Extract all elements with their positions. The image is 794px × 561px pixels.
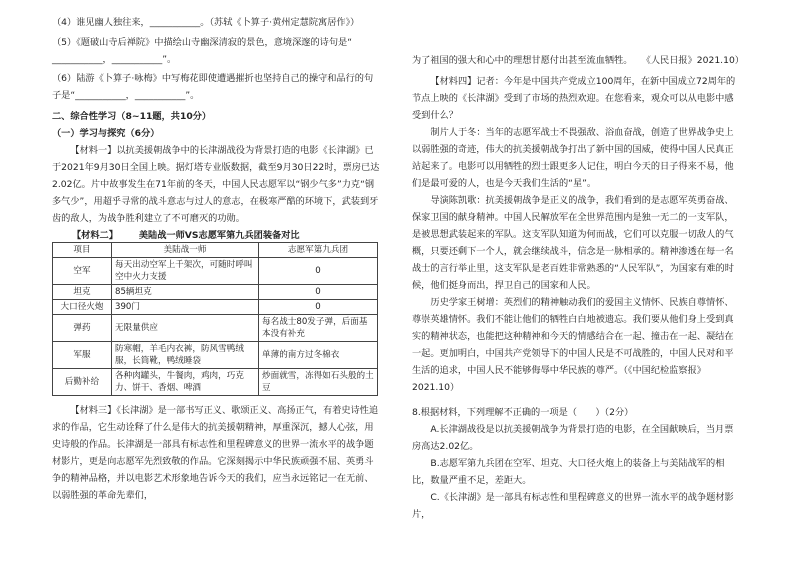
table-cell: 每名战士80发子弹，后面基本没有补充 <box>259 315 378 342</box>
material-3-continued: 为了祖国的强大和心中的理想甘愿付出甚至流血牺牲。 《人民日报》2021.10） <box>412 55 744 66</box>
material-2-caption <box>52 229 382 242</box>
table-header: 志愿军第九兵团 <box>259 243 378 258</box>
question-4: （4）谁见幽人独往来，___________。（苏轼《卜算子·黄州定慧院寓居作》） <box>52 17 360 28</box>
table-row <box>53 342 378 369</box>
option-b: B.志愿军第九兵团在空军、坦克、大口径火炮上的装备上与美陆战军的相比，数量严重不足，差距大。 <box>412 458 725 486</box>
historian-quote: 历史学家王树增：英烈们的精神触动我们的爱国主义情怀、民族自尊情怀、尊崇英雄情怀。我们不能让他们的牺牲白白地被遗忘。我们要从他们身上受到真实的精神状态，也能把这种精神和今天的情感结合在一起、撞击在一起、凝结在一起。更加明白，中国共产党领导下的中国人民是不可战胜的，中国人民对和平生活的追求，中国人民不能够侮辱中华民族的尊严。（《中国纪检监察报》2021.10） <box>412 297 734 393</box>
question-5-line1: （5）《题破山寺后禅院》中描绘山寺幽深清寂的景色，意境深邃的诗句是“ <box>52 37 353 48</box>
subsection-heading-1: （一）学习与探究（6分） <box>52 128 160 139</box>
option-a: A.长津湖战役是以抗美援朝战争为背景打造的电影，在全国献映后，当月票房高达2.02亿。 <box>412 424 734 452</box>
table-cell: 坦克 <box>53 285 112 300</box>
table-cell: 每天出动空军上千架次，可随时呼叫空中火力支援 <box>112 258 259 285</box>
table-row <box>53 258 378 285</box>
left-column <box>52 6 382 504</box>
table-cell: 弹药 <box>53 315 112 342</box>
table-row <box>53 300 378 315</box>
material-3: 【材料三】《长津湖》是一部书写正义、歌颂正义、高扬正气，有着史诗性追求的作品，它生动诠释了什么是伟大的抗美援朝精神，厚重深沉，撼人心弦，用史诗般的作品。长津湖是一部具有标志性和里程碑意义的世界一流水平的战争题材影片，更是向志愿军先烈致敬的作品。它深刻揭示中华民族顽强不屈、英勇斗争的精神品格，并以电影艺术形象地告诉今天的我们，应当永远铭记一在无前、以弱胜强的革命先辈们， <box>52 405 379 501</box>
table-cell: 0 <box>259 258 378 285</box>
question-6: （6）陆游《卜算子·咏梅》中写梅花即使遭遇摧折也坚持自己的操守和品行的句子是“___________，___________”。 <box>52 73 374 101</box>
table-row <box>53 315 378 342</box>
table-cell: 空军 <box>53 258 112 285</box>
producer-quote: 制片人于冬：当年的志愿军战士不畏强敌、浴血奋战，创造了世界战争史上以弱胜强的奇迹，伟大的抗美援朝战争打出了新中国的国威，使得中国人民真正站起来了。电影可以用牺牲的烈士跟更多人记住，明白今天的日子得来不易，他们是最可爱的人，也是今天我们生活的“星”。 <box>412 127 734 189</box>
table-header: 项目 <box>53 243 112 258</box>
table-row <box>53 369 378 396</box>
director-quote: 导演陈凯歌：抗美援朝战争是正义的战争，我们看到的是志愿军英勇奋战、保家卫国的献身精神。中国人民解放军在全世界范围内是独一无二的一支军队，是被思想武装起来的军队。这支军队知道为何而战，它们可以克服一切敌人的气概，只要还剩下一个人，就会继续战斗，信念是一脉相承的。精神渗透在每一名战士的言行举止里，这支军队是老百姓非常熟悉的“人民军队”，为国家有难的时候，他们挺身而出，捍卫自己的国家和人民。 <box>412 195 734 291</box>
question-8: 8.根据材料，下列理解不正确的一项是（ ）（2分） <box>412 407 634 418</box>
table-row <box>53 285 378 300</box>
table-header: 美陆战一师 <box>112 243 259 258</box>
table-cell: 0 <box>259 300 378 315</box>
material-4: 【材料四】记者：今年是中国共产党成立100周年，在新中国成立72周年的节点上映的《长津湖》受到了市场的热烈欢迎。在您看来，观众可以从电影中感受到什么？ <box>412 76 736 121</box>
table-cell: 85辆坦克 <box>112 285 259 300</box>
table-cell: 无限量供应 <box>112 315 259 342</box>
table-cell: 0 <box>259 285 378 300</box>
table-cell: 各种肉罐头，牛餐肉，鸡肉，巧克力、饼干、香烟、啤酒 <box>112 369 259 396</box>
table-cell: 后勤补给 <box>53 369 112 396</box>
right-column <box>412 6 742 523</box>
table-header-row <box>53 243 378 258</box>
material-1: 【材料一】以抗美援朝战争中的长津湖战役为背景打造的电影《长津湖》已于2021年9月30日全国上映。据灯塔专业版数据，截至9月30日22时，票房已达2.02亿。片中故事发生在71年前的冬天，中国人民志愿军以“钢少气多”力克“钢多气少”，用超乎寻常的战斗意志与过人的意志，在极寒严酷的环境下，武装到牙齿的敌人，为战争胜利建立了不可磨灭的功勋。 <box>52 145 380 224</box>
table-cell: 单薄的南方过冬棉衣 <box>259 342 378 369</box>
section-heading-2: 二、综合性学习（8~11题，共10分） <box>52 111 212 122</box>
table-cell: 防寒帽，羊毛内衣裤，防风雪鸭绒服，长筒靴，鸭绒睡袋 <box>112 342 259 369</box>
table-cell: 炒面就雪，冻得如石头般的土豆 <box>259 369 378 396</box>
option-c: C.《长津湖》是一部具有标志性和里程碑意义的世界一流水平的战争题材影片， <box>412 492 734 520</box>
table-cell: 大口径火炮 <box>53 300 112 315</box>
table-cell: 军服 <box>53 342 112 369</box>
material-2-label: 【材料二】 <box>72 230 118 241</box>
equipment-comparison-table <box>52 242 378 396</box>
table-cell: 390门 <box>112 300 259 315</box>
question-5-line2: ___________，___________”。 <box>52 54 177 65</box>
table-title: 美陆战一师VS志愿军第九兵团装备对比 <box>138 230 300 241</box>
